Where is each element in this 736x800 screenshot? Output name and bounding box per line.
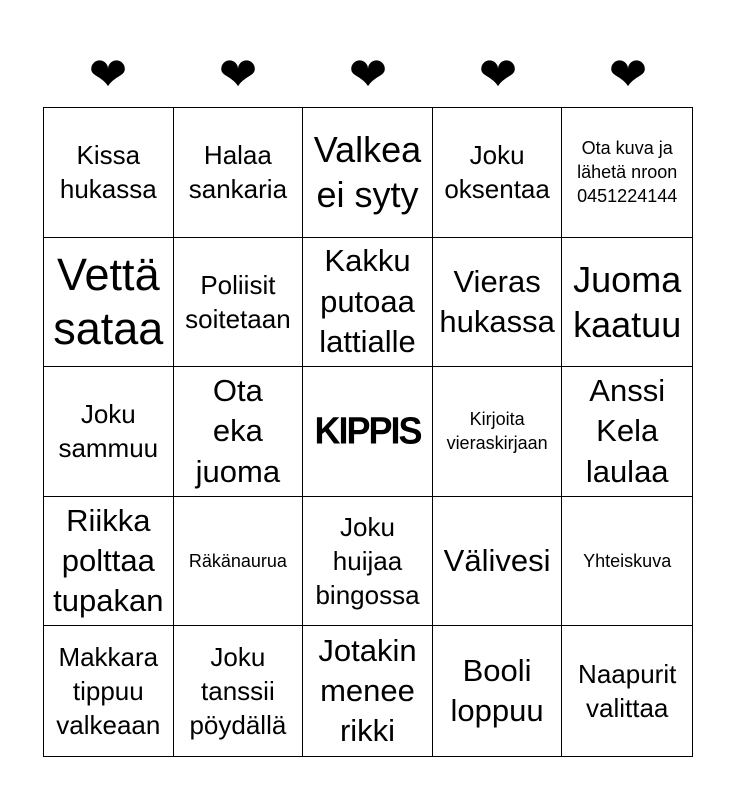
cell-label: Joku huijaa bingossa (315, 511, 420, 611)
heart-icon: ❤ (608, 48, 648, 100)
cell-label: Kakku putoaa lattialle (319, 243, 416, 360)
bingo-cell[interactable] (174, 626, 304, 756)
cell-label: Juoma kaatuu (573, 258, 682, 345)
heart-icon: ❤ (88, 48, 128, 100)
cell-label: Jotakin menee rikki (318, 632, 417, 749)
bingo-cell[interactable] (44, 108, 174, 238)
cell-label: Makkara tippuu valkeaan (56, 641, 161, 741)
cell-label: Kirjoita vieraskirjaan (446, 409, 548, 454)
bingo-cell[interactable] (433, 497, 563, 627)
bingo-cell[interactable] (562, 626, 692, 756)
cell-label: Vettä sataa (53, 248, 164, 354)
cell-label: Yhteiskuva (583, 550, 672, 571)
cell-label: Välivesi (443, 542, 551, 578)
bingo-cell[interactable] (44, 626, 174, 756)
heart-icon: ❤ (218, 48, 258, 100)
cell-label: Booli loppuu (450, 652, 544, 729)
cell-label: Joku sammuu (58, 399, 159, 464)
bingo-board (43, 107, 693, 757)
cell-label: Riikka polttaa tupakan (53, 502, 164, 619)
bingo-cell[interactable] (174, 497, 304, 627)
heart-icon: ❤ (348, 48, 388, 100)
cell-label: Valkea ei syty (313, 129, 422, 216)
cell-label: Ota eka juoma (195, 373, 281, 489)
bingo-cell[interactable] (433, 108, 563, 238)
cell-label: Poliisit soitetaan (185, 269, 291, 334)
cell-label: Räkänaurua (188, 550, 287, 571)
bingo-cell[interactable] (174, 238, 304, 368)
heart-row (43, 48, 693, 100)
bingo-cell[interactable] (174, 367, 304, 497)
cell-label: Naapurit valittaa (578, 658, 677, 724)
bingo-cell[interactable] (303, 626, 433, 756)
bingo-cell[interactable] (303, 238, 433, 368)
bingo-cell[interactable] (562, 497, 692, 627)
cell-label: Vieras hukassa (439, 263, 555, 339)
bingo-cell[interactable] (562, 367, 692, 497)
bingo-cell[interactable] (433, 367, 563, 497)
bingo-cell[interactable] (44, 238, 174, 368)
kippis-logo: KIPPIS (314, 409, 421, 453)
cell-label: Ota kuva ja lähetä nroon 0451224144 (577, 137, 678, 207)
bingo-cell[interactable] (44, 367, 174, 497)
cell-label: Joku tanssii pöydällä (189, 641, 287, 741)
cell-label: Kissa hukassa (59, 139, 157, 205)
bingo-cell[interactable] (303, 497, 433, 627)
cell-label: Anssi Kela laulaa (585, 373, 669, 489)
cell-label: Joku oksentaa (444, 139, 550, 205)
cell-label: Halaa sankaria (188, 139, 288, 205)
bingo-cell[interactable] (174, 108, 304, 238)
bingo-cell[interactable] (562, 108, 692, 238)
bingo-cell[interactable] (44, 497, 174, 627)
bingo-cell[interactable] (303, 108, 433, 238)
heart-icon: ❤ (478, 48, 518, 100)
bingo-cell[interactable] (562, 238, 692, 368)
bingo-cell-free[interactable] (303, 367, 433, 497)
bingo-cell[interactable] (433, 626, 563, 756)
bingo-cell[interactable] (433, 238, 563, 368)
